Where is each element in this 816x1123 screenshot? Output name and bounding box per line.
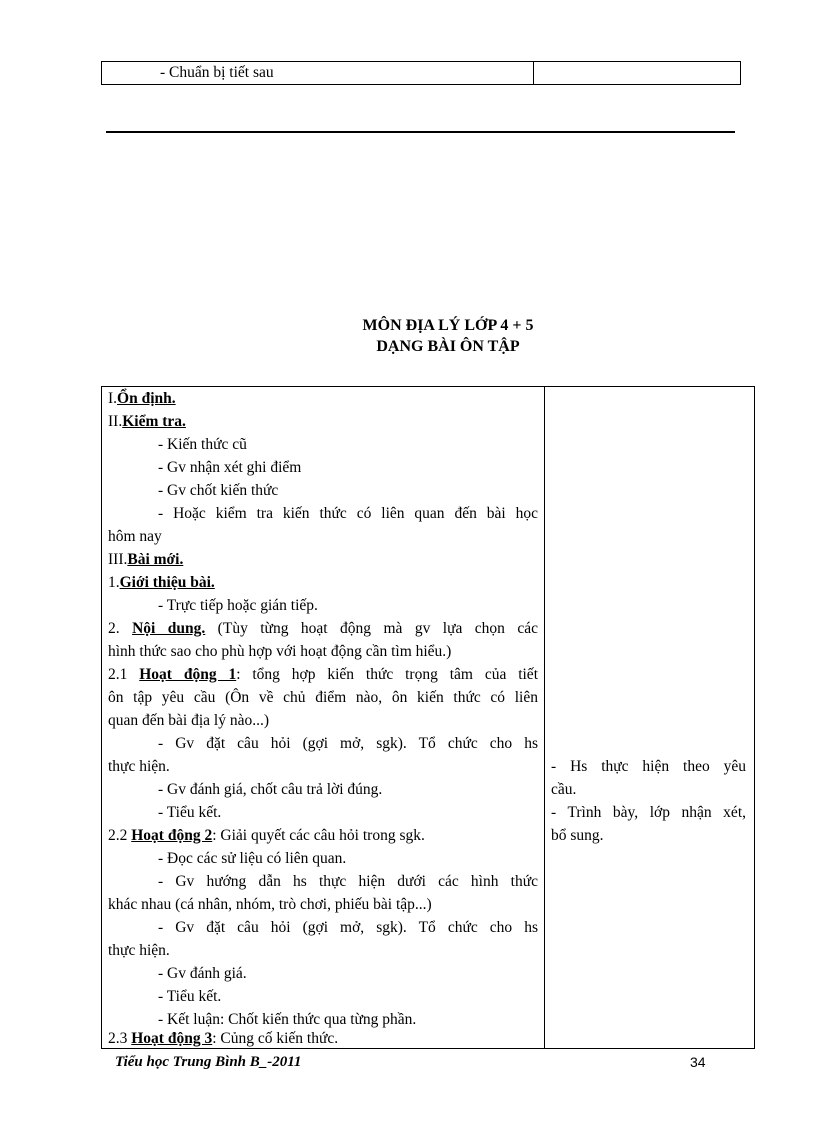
line-hoat-dong-3: 2.3 Hoạt động 3: Củng cố kiến thức.	[108, 1030, 339, 1047]
line-ca-nhan-nhom: khác nhau (cá nhân, nhóm, trò chơi, phiếu bài tập...)	[108, 896, 432, 913]
line-dat-cau-hoi-2: - Gv đặt câu hỏi (gợi mở, sgk). Tổ chức cho hs	[158, 919, 538, 936]
main-table-left-cell	[101, 386, 545, 1049]
main-table-right-cell	[544, 386, 755, 1049]
line-ket-luan: - Kết luận: Chốt kiến thức qua từng phần.	[158, 1011, 417, 1028]
line-kiem-tra-lien-quan: - Hoặc kiểm tra kiến thức có liên quan đến bài học	[158, 505, 538, 522]
line-kiem-tra: II.Kiểm tra.	[108, 413, 186, 430]
right-line-2: cầu.	[551, 781, 577, 798]
line-hoat-dong-1: 2.1 Hoạt động 1: tổng hợp kiến thức trọng tâm của tiết	[108, 666, 538, 683]
line-hom-nay: hôm nay	[108, 528, 162, 545]
top-table-right-cell	[533, 61, 741, 85]
line-chot-kien-thuc: - Gv chốt kiến thức	[158, 482, 279, 499]
footer-page-number: 34	[690, 1054, 706, 1070]
right-line-1: - Hs thực hiện theo yêu	[551, 758, 746, 775]
line-quan-den-bai: quan đến bài địa lý nào...)	[108, 712, 269, 729]
line-hoat-dong-2: 2.2 Hoạt động 2: Giải quyết các câu hỏi trong sgk.	[108, 827, 425, 844]
page-title	[0, 317, 816, 356]
footer-school: Tiểu học Trung Bình B_-2011	[115, 1054, 302, 1070]
right-cell-content	[551, 387, 746, 1048]
line-hinh-thuc: hình thức sao cho phù hợp với hoạt động cần tìm hiểu.)	[108, 643, 452, 660]
line-danh-gia: - Gv đánh giá.	[158, 965, 247, 982]
title-line-2: DẠNG BÀI ÔN TẬP	[376, 338, 520, 355]
line-noi-dung: 2. Nội dung. (Tùy từng hoạt động mà gv lựa chọn các	[108, 620, 538, 637]
line-thuc-hien-2: thực hiện.	[108, 942, 170, 959]
line-doc-su-lieu: - Đọc các sử liệu có liên quan.	[158, 850, 347, 867]
line-thuc-hien-1: thực hiện.	[108, 758, 170, 775]
line-bai-moi: III.Bài mới.	[108, 551, 184, 568]
line-gioi-thieu: 1.Giới thiệu bài.	[108, 574, 215, 591]
line-on-dinh: I.Ổn định.	[108, 390, 176, 407]
line-nhan-xet: - Gv nhận xét ghi điểm	[158, 459, 302, 476]
top-table-left-text: - Chuẩn bị tiết sau	[160, 64, 274, 81]
line-tieu-ket-1: - Tiểu kết.	[158, 804, 222, 821]
top-table-left-cell	[101, 61, 534, 85]
right-line-4: bổ sung.	[551, 827, 604, 844]
line-tieu-ket-2: - Tiểu kết.	[158, 988, 222, 1005]
left-cell-content	[108, 387, 538, 1048]
line-truc-tiep: - Trực tiếp hoặc gián tiếp.	[158, 597, 318, 614]
title-line-1: MÔN ĐỊA LÝ LỚP 4 + 5	[362, 317, 534, 334]
line-on-tap-yeu-cau: ôn tập yêu cầu (Ôn về chủ điểm nào, ôn kiến thức có liên	[108, 689, 538, 706]
horizontal-rule	[106, 131, 735, 133]
right-line-3: - Trình bày, lớp nhận xét,	[551, 804, 746, 821]
line-danh-gia-chot: - Gv đánh giá, chốt câu trả lời đúng.	[158, 781, 383, 798]
line-huong-dan: - Gv hướng dẫn hs thực hiện dưới các hình thức	[158, 873, 538, 890]
line-kien-thuc-cu: - Kiến thức cũ	[158, 436, 247, 453]
line-dat-cau-hoi-1: - Gv đặt câu hỏi (gợi mở, sgk). Tổ chức cho hs	[158, 735, 538, 752]
